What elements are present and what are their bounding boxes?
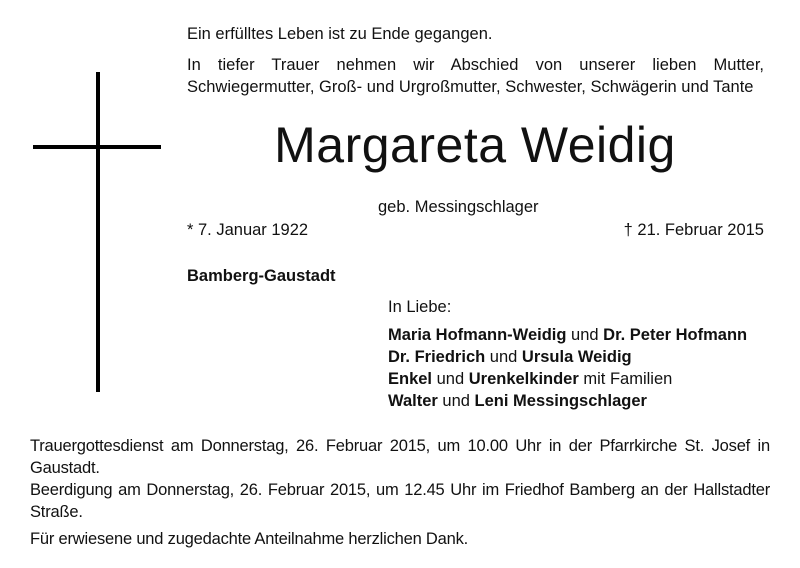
intro-line: Ein erfülltes Leben ist zu Ende gegangen. bbox=[187, 25, 493, 43]
deceased-name: Margareta Weidig bbox=[274, 117, 676, 173]
burial-text: Beerdigung am Donnerstag, 26. Februar 2015, um 12.45 Uhr im Friedhof Bamberg an der Hallstadter Straße. bbox=[30, 481, 770, 521]
mourner-line: Walter und Leni Messingschlager bbox=[388, 392, 647, 410]
death-date: † 21. Februar 2015 bbox=[623, 221, 764, 239]
service-text: Trauergottesdienst am Donnerstag, 26. Februar 2015, um 10.00 Uhr in der Pfarrkirche St. Josef in Gaustadt. bbox=[30, 437, 770, 477]
mourners-heading: In Liebe: bbox=[388, 298, 452, 316]
mourners-list bbox=[388, 324, 778, 412]
thanks-text: Für erwiesene und zugedachte Anteilnahme herzlichen Dank. bbox=[30, 530, 469, 548]
mourner-line: Maria Hofmann-Weidig und Dr. Peter Hofmann bbox=[388, 326, 748, 344]
mourner-line: Enkel und Urenkelkinder mit Familien bbox=[388, 370, 673, 388]
cross-vertical-bar bbox=[96, 72, 100, 392]
cross-horizontal-bar bbox=[33, 145, 161, 149]
birth-date: * 7. Januar 1922 bbox=[187, 221, 309, 239]
maiden-name: geb. Messingschlager bbox=[378, 198, 539, 216]
place: Bamberg-Gaustadt bbox=[187, 267, 336, 285]
mourning-text: In tiefer Trauer nehmen wir Abschied von unserer lieben Mutter, Schwiegermutter, Groß- und Urgroßmutter, Schwester, Schwägerin und Tante bbox=[187, 56, 764, 96]
mourner-line: Dr. Friedrich und Ursula Weidig bbox=[388, 348, 632, 366]
